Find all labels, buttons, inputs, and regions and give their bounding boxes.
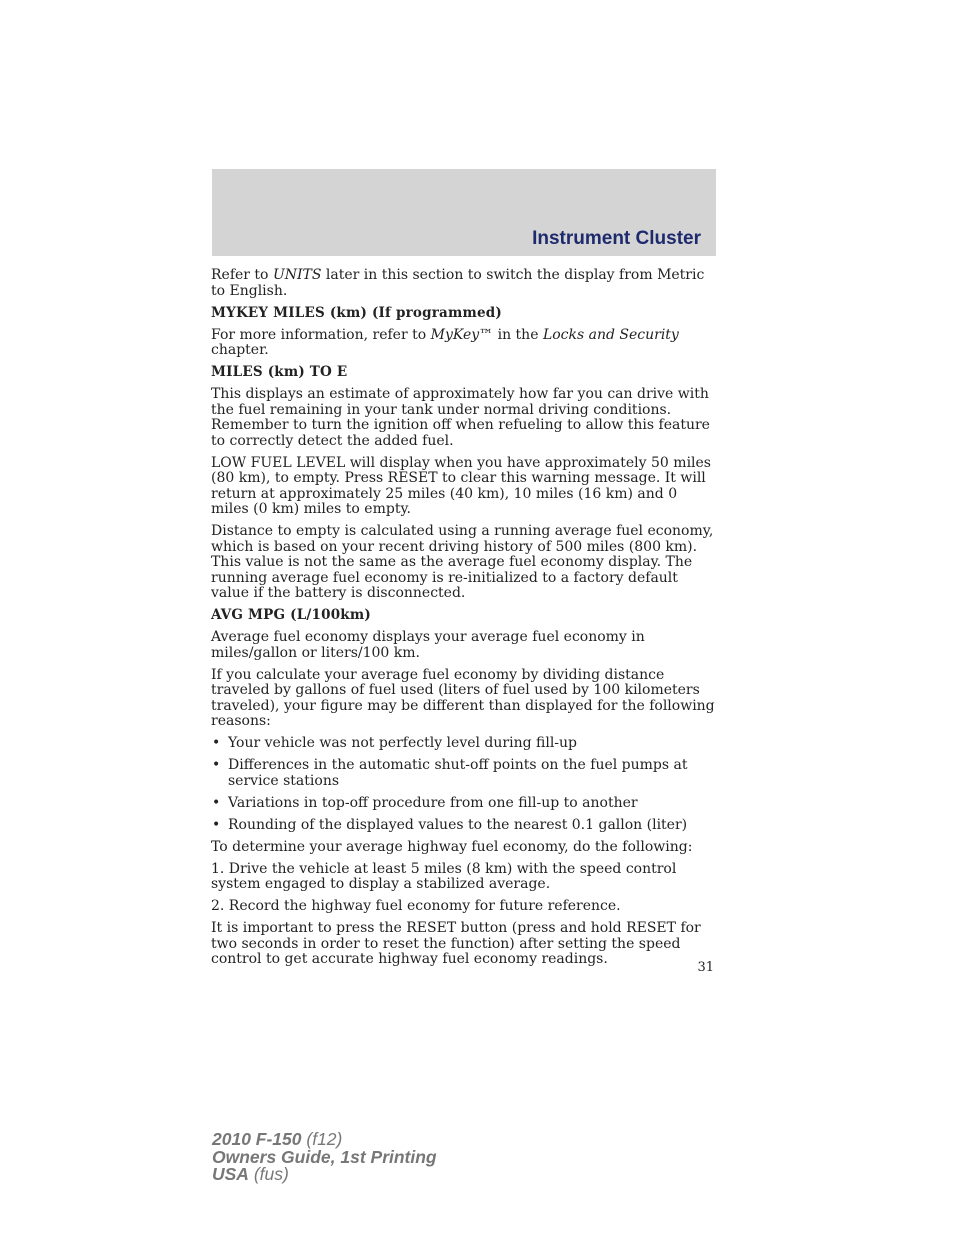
footer-line-market: USA (fus) <box>212 1164 289 1184</box>
section-title: Instrument Cluster <box>532 228 701 249</box>
page-number: 31 <box>697 960 714 975</box>
mykey-reference: MyKey™ <box>430 326 494 343</box>
paragraph: This displays an estimate of approximately how far you can drive with the fuel remaining in your tank under normal driving conditions. Remember to turn the ignition off when refueling to allow this feature to correctly detect the added fuel. <box>211 386 710 449</box>
mykey-paragraph: For more information, refer to MyKey™ in the Locks and Security chapter. <box>211 326 679 358</box>
intro-paragraph: Refer to UNITS later in this section to switch the display from Metric to English. <box>211 267 705 299</box>
paragraph: Average fuel economy displays your average fuel economy in miles/gallon or liters/100 km. <box>211 629 645 661</box>
page-body <box>211 268 719 974</box>
mykey-miles-heading: MYKEY MILES (km) (If programmed) <box>211 304 502 321</box>
paragraph: It is important to press the RESET button (press and hold RESET for two seconds in order to reset the function) after setting the speed control to get accurate highway fuel economy readings. <box>211 920 701 967</box>
avg-mpg-heading: AVG MPG (L/100km) <box>211 607 371 623</box>
step-2: 2. Record the highway fuel economy for future reference. <box>211 898 621 914</box>
miles-to-empty-heading: MILES (km) TO E <box>211 364 348 380</box>
section-header-band <box>212 169 716 256</box>
reasons-list <box>211 736 719 833</box>
footer-line-model: 2010 F-150 (f12) <box>212 1129 343 1149</box>
paragraph: LOW FUEL LEVEL will display when you have approximately 50 miles (80 km), to empty. Press RESET to clear this warning message. It will return at approximately 25 miles (40 km), 10 miles (16 km) and 0 miles (0 km) miles to empty. <box>211 454 711 517</box>
units-reference: UNITS <box>272 267 322 283</box>
step-1: 1. Drive the vehicle at least 5 miles (8 km) with the speed control system engaged to display a stabilized average. <box>211 860 677 892</box>
list-item: • Variations in top-off procedure from one fill-up to another <box>211 796 719 812</box>
paragraph: To determine your average highway fuel economy, do the following: <box>211 838 693 855</box>
paragraph: If you calculate your average fuel economy by dividing distance traveled by gallons of fuel used (liters of fuel used by 100 kilometers traveled), your figure may be different than displayed for the following reasons: <box>211 666 715 729</box>
footer-imprint <box>212 1131 437 1184</box>
list-item: • Rounding of the displayed values to the nearest 0.1 gallon (liter) <box>211 818 719 834</box>
locks-security-reference: Locks and Security <box>542 326 679 343</box>
footer-line-printing: Owners Guide, 1st Printing <box>212 1146 437 1167</box>
list-item: • Your vehicle was not perfectly level during fill-up <box>211 736 719 752</box>
list-item: • Differences in the automatic shut-off points on the fuel pumps at service stations <box>211 758 719 789</box>
paragraph: Distance to empty is calculated using a running average fuel economy, which is based on your recent driving history of 500 miles (800 km). This value is not the same as the average fuel economy display. The running average fuel economy is re-initialized to a factory default value if the battery is disconnected. <box>211 523 714 601</box>
